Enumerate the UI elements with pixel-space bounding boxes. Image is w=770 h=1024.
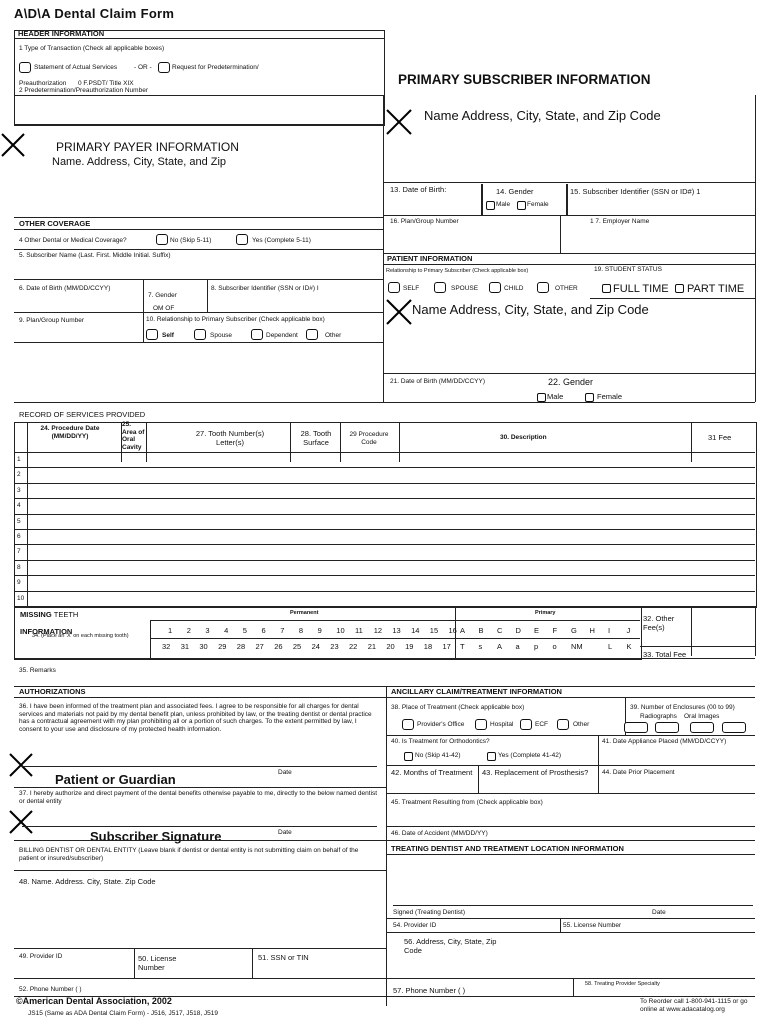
- ancillary-label: ANCILLARY CLAIM/TREATMENT INFORMATION: [391, 687, 562, 696]
- patient-section-label: PATIENT INFORMATION: [387, 254, 473, 263]
- patient-other-checkbox[interactable]: [537, 282, 549, 293]
- permanent-top-tooth[interactable]: 3: [205, 626, 210, 635]
- missing-teeth-title: [20, 610, 78, 619]
- q33-total-fee-label: 33. Total Fee: [643, 650, 687, 659]
- full-time-checkbox[interactable]: [602, 284, 611, 293]
- oral-images-box-1[interactable]: [655, 722, 679, 733]
- primary-payer-x-mark: [0, 132, 26, 158]
- permanent-bottom-tooth[interactable]: 17: [442, 642, 451, 651]
- q14-gender-label: 14. Gender: [496, 187, 534, 196]
- permanent-bottom-tooth[interactable]: 26: [274, 642, 283, 651]
- missing-teeth-instructions: 34. (Place an 'X' on each missing tooth): [32, 633, 129, 639]
- q42-months-label: 42. Months of Treatment: [391, 768, 473, 777]
- permanent-bottom-tooth[interactable]: 19: [405, 642, 414, 651]
- other-coverage-yes-checkbox[interactable]: [236, 234, 248, 245]
- q5-subscriber-name-label: 5. Subscriber Name (Last. First. Middle Initial. Suffix): [19, 252, 171, 259]
- teeth-bottom-row: [160, 642, 650, 652]
- q53-signed-label: Signed (Treating Dentist): [393, 909, 466, 916]
- rel-spouse-checkbox[interactable]: [194, 329, 206, 340]
- or-label: - OR -: [134, 64, 152, 71]
- patient-self-checkbox[interactable]: [388, 282, 400, 293]
- primary-subscriber-address: Name Address, City, State, and Zip Code: [424, 108, 661, 123]
- primary-top-tooth[interactable]: F: [552, 626, 558, 635]
- rel-spouse-label: Spouse: [210, 332, 233, 339]
- enclosures-other-box[interactable]: [722, 722, 746, 733]
- primary-bottom-tooth[interactable]: o: [552, 642, 557, 651]
- service-row-number: 8: [17, 563, 21, 571]
- patient-male-checkbox[interactable]: [537, 393, 546, 402]
- subscriber-signature-label: Subscriber Signature: [90, 829, 222, 844]
- reorder-label: To Reorder call 1-800-941-1115 or go online at www.adacatalog.org: [640, 998, 748, 1013]
- q55-license-label: 55. License Number: [563, 922, 622, 929]
- permanent-top-tooth[interactable]: 12: [373, 626, 383, 635]
- service-row-line: [14, 514, 755, 515]
- epsdt-label: 0 F.PSDT/ Title XIX: [78, 80, 134, 87]
- q37-authorization-text: 37. I hereby authorize and direct payment of the dental benefits otherwise payable to me, directly to the below named dentist or dental entity: [19, 790, 378, 805]
- q38-place-treatment-label: 38. Place of Treatment (Check applicable box): [391, 704, 525, 711]
- permanent-bottom-tooth[interactable]: 28: [236, 642, 246, 651]
- primary-top-tooth[interactable]: J: [626, 626, 631, 635]
- rel-self-checkbox[interactable]: [146, 329, 158, 340]
- providers-office-checkbox[interactable]: [402, 719, 414, 730]
- permanent-label: Permanent: [290, 610, 319, 616]
- q13-dob-label: 13. Date of Birth:: [390, 185, 447, 194]
- patient-spouse-label: SPOUSE: [451, 285, 479, 292]
- permanent-top-tooth[interactable]: 11: [355, 626, 363, 635]
- primary-bottom-tooth[interactable]: s: [478, 642, 483, 651]
- service-row-number: 7: [17, 548, 21, 556]
- q52-phone-label: 52. Phone Number ( ): [19, 986, 82, 993]
- permanent-top-tooth[interactable]: 10: [336, 626, 345, 635]
- other-coverage-yes-label: Yes (Complete 5-11): [252, 237, 311, 244]
- rel-dependent-checkbox[interactable]: [251, 329, 263, 340]
- patient-signature-date-label: Date: [278, 769, 292, 776]
- q9-plan-group-label: 9. Plan/Group Number: [19, 317, 85, 324]
- col27-header: 27. Tooth Number(s) Letter(s): [195, 429, 265, 447]
- predetermination-checkbox[interactable]: [158, 62, 170, 73]
- q32-other-fees-label: 32. Other Fee(s): [643, 614, 675, 632]
- q19-student-status-label: 19. STUDENT STATUS: [594, 266, 662, 273]
- radiographs-label: Radiographs: [640, 713, 677, 720]
- q45-treatment-resulting-label: 45. Treatment Resulting from (Check applicable box): [391, 799, 543, 806]
- q36-authorization-text: 36. I have been informed of the treatment plan and associated fees. I agree to be responsible for all charges for dental services and materials not paid by my dental benefit plan, unless prohibited by law, or the treating dentist or dental practice has a contractual agreement with my plan prohibiting all or a portion of such charges. To the extent permitted by law, I consent to your use and disclosure of my protected health information.: [19, 703, 372, 733]
- other-coverage-label: OTHER COVERAGE: [19, 219, 91, 228]
- permanent-top-tooth[interactable]: 5: [242, 626, 247, 635]
- permanent-bottom-tooth[interactable]: 24: [311, 642, 320, 651]
- primary-payer-title: PRIMARY PAYER INFORMATION: [56, 140, 239, 154]
- primary-bottom-tooth[interactable]: A: [497, 642, 503, 651]
- subscriber-male-label: Male: [496, 201, 511, 208]
- patient-other-label: OTHER: [555, 285, 578, 292]
- copyright-label: ©American Dental Association, 2002: [16, 996, 172, 1006]
- q58-specialty-label: 58. Treating Provider Specialty: [585, 981, 660, 987]
- form-id-label: JS15 (Same as ADA Dental Claim Form) - J516, J517, J518, J519: [28, 1010, 219, 1017]
- patient-child-label: CHILD: [504, 285, 524, 292]
- q54-provider-id-label: 54. Provider ID: [393, 922, 437, 929]
- permanent-bottom-tooth[interactable]: 27: [255, 642, 264, 651]
- service-row-number: 2: [17, 471, 21, 479]
- col28-header: 28. Tooth Surface: [300, 429, 332, 447]
- q7-gender-options: OM OF: [153, 305, 175, 312]
- service-row-number: 5: [17, 517, 21, 525]
- col30-header: 30. Description: [500, 434, 547, 441]
- primary-top-tooth[interactable]: B: [478, 626, 484, 635]
- q15-subscriber-id-label: 15. Subscriber Identifier (SSN or ID#) 1: [570, 187, 701, 196]
- permanent-bottom-tooth[interactable]: 29: [218, 642, 227, 651]
- other-coverage-no-label: No (Skip 5-11): [170, 237, 212, 244]
- subscriber-male-checkbox[interactable]: [486, 201, 495, 210]
- rel-other-label: Other: [325, 332, 342, 339]
- hospital-checkbox[interactable]: [475, 719, 487, 730]
- service-row-number: 1: [17, 456, 21, 463]
- primary-top-tooth[interactable]: I: [608, 626, 611, 635]
- permanent-bottom-tooth[interactable]: 21: [367, 642, 377, 651]
- q57-phone-label: 57. Phone Number ( ): [393, 986, 466, 995]
- primary-top-tooth[interactable]: G: [571, 626, 577, 635]
- rel-other-checkbox[interactable]: [306, 329, 318, 340]
- primary-bottom-tooth[interactable]: NM: [571, 642, 583, 651]
- services-section-label: RECORD OF SERVICES PROVIDED: [19, 410, 146, 419]
- q49-provider-id-label: 49. Provider ID: [19, 953, 63, 960]
- q41-appliance-date-label: 41. Date Appliance Placed (MM/DD/CCYY): [602, 738, 727, 745]
- patient-female-label: Female: [597, 392, 623, 401]
- permanent-bottom-tooth[interactable]: 30: [199, 642, 208, 651]
- service-row-line: [14, 560, 755, 561]
- primary-top-tooth[interactable]: H: [589, 626, 595, 635]
- ortho-no-checkbox[interactable]: [404, 752, 413, 761]
- ortho-yes-checkbox[interactable]: [487, 752, 496, 761]
- service-row-line: [14, 544, 755, 545]
- preauthorization-label: Preauthorization: [19, 80, 67, 87]
- permanent-bottom-tooth[interactable]: 20: [386, 642, 395, 651]
- primary-top-tooth[interactable]: D: [515, 626, 521, 635]
- patient-guardian-label: Patient or Guardian: [55, 772, 176, 787]
- permanent-top-tooth[interactable]: 6: [261, 626, 266, 635]
- patient-x-mark: [385, 298, 413, 326]
- other-coverage-no-checkbox[interactable]: [156, 234, 168, 245]
- permanent-top-tooth[interactable]: 4: [224, 626, 229, 635]
- service-row-number: 6: [17, 533, 21, 540]
- q53-date-label: Date: [652, 909, 666, 916]
- permanent-top-tooth[interactable]: 2: [186, 626, 191, 635]
- permanent-top-tooth[interactable]: 13: [392, 626, 401, 635]
- service-row-line: [14, 467, 755, 468]
- oral-images-box-2[interactable]: [690, 722, 714, 733]
- q39-enclosures-label: 39. Number of Enclosures (00 to 99): [630, 704, 735, 711]
- q7-gender-label: 7. Gender: [148, 292, 177, 299]
- q43-replacement-label: 43. Replacement of Prosthesis?: [482, 768, 589, 777]
- service-row-line: [14, 498, 755, 499]
- place-other-label: Other: [573, 721, 590, 728]
- col24-header: 24. Procedure Date (MM/DD/YY): [40, 425, 100, 440]
- q44-prior-placement-label: 44. Date Prior Placement: [602, 769, 675, 776]
- primary-top-tooth[interactable]: E: [534, 626, 540, 635]
- service-row-number: 4: [17, 502, 21, 510]
- service-row-line: [14, 529, 755, 530]
- patient-female-checkbox[interactable]: [585, 393, 594, 402]
- form-title: A\D\A Dental Claim Form: [14, 6, 175, 21]
- patient-self-label: SELF: [403, 285, 420, 292]
- full-time-label: FULL TIME: [613, 283, 669, 295]
- q40-ortho-label: 40. Is Treatment for Orthodontics?: [391, 738, 490, 745]
- q56-address-label: 56. Address, City, State, Zip Code: [404, 937, 497, 955]
- patient-spouse-checkbox[interactable]: [434, 282, 446, 293]
- part-time-checkbox[interactable]: [675, 284, 684, 293]
- primary-label: Primary: [535, 610, 556, 616]
- primary-bottom-tooth[interactable]: p: [534, 642, 539, 651]
- ecf-checkbox[interactable]: [520, 719, 532, 730]
- permanent-bottom-tooth[interactable]: 32: [162, 642, 171, 651]
- authorizations-label: AUTHORIZATIONS: [19, 687, 86, 696]
- primary-payer-address: Name. Address, City, State, and Zip: [52, 156, 227, 168]
- missing-teeth-title-3: INFORMATION: [20, 627, 73, 636]
- rel-dependent-label: Dependent: [266, 332, 298, 339]
- predetermination-number-label: 2 Predetermination/Preauthorization Number: [19, 87, 148, 94]
- subscriber-female-checkbox[interactable]: [517, 201, 526, 210]
- q46-accident-date-label: 46. Date of Accident (MM/DD/YY): [391, 830, 488, 837]
- subscriber-signature-x-mark: [8, 809, 34, 835]
- statement-actual-label: Statement of Actual Services: [34, 64, 118, 71]
- permanent-bottom-tooth[interactable]: 23: [330, 642, 339, 651]
- permanent-top-tooth[interactable]: 8: [298, 626, 304, 635]
- service-row-line: [14, 575, 755, 576]
- primary-top-tooth[interactable]: C: [497, 626, 503, 635]
- q6-dob-label: 6. Date of Birth (MM/DD/CCYY): [19, 285, 111, 292]
- patient-male-label: Male: [547, 392, 564, 401]
- col31-header: 31 Fee: [708, 433, 732, 442]
- col25-header: 25. Area of Oral Cavity: [122, 421, 145, 451]
- radiographs-box[interactable]: [624, 722, 648, 733]
- service-row-line: [14, 483, 755, 484]
- rel-self-label: Self: [162, 332, 174, 339]
- missing-teeth-title-2: TEETH: [53, 610, 79, 619]
- q4-other-coverage-label: 4 Other Dental or Medical Coverage?: [19, 237, 127, 244]
- providers-office-label: Provider's Office: [417, 721, 465, 728]
- primary-bottom-tooth[interactable]: a: [515, 642, 520, 651]
- permanent-top-tooth[interactable]: 7: [280, 626, 285, 635]
- patient-child-checkbox[interactable]: [489, 282, 501, 293]
- permanent-top-tooth[interactable]: 15: [429, 626, 439, 635]
- q50-license-label: 50. License Number: [138, 954, 177, 972]
- q51-ssn-tin-label: 51. SSN or TIN: [258, 953, 309, 962]
- q35-remarks-label: 35. Remarks: [19, 667, 56, 674]
- service-row-line: [14, 591, 755, 592]
- subscriber-signature-date-label: Date: [278, 829, 292, 836]
- type-of-transaction-label: 1 Type of Transaction (Check all applicable boxes): [19, 45, 165, 52]
- part-time-label: PART TIME: [687, 283, 745, 295]
- patient-address: Name Address, City, State, and Zip Code: [412, 302, 649, 317]
- header-section-label: HEADER INFORMATION: [18, 29, 105, 38]
- permanent-bottom-tooth[interactable]: 22: [349, 642, 358, 651]
- primary-top-tooth[interactable]: A: [460, 626, 466, 635]
- statement-actual-checkbox[interactable]: [19, 62, 31, 73]
- primary-bottom-tooth[interactable]: L: [608, 642, 613, 651]
- hospital-label: Hospital: [490, 721, 514, 728]
- request-predetermination-label: Request for Predetermination/: [172, 64, 259, 71]
- treating-section-label: TREATING DENTIST AND TREATMENT LOCATION INFORMATION: [391, 844, 624, 853]
- place-other-checkbox[interactable]: [557, 719, 569, 730]
- primary-bottom-tooth[interactable]: K: [626, 642, 632, 651]
- ortho-yes-label: Yes (Complete 41-42): [498, 752, 561, 759]
- q10-relationship-label: 10. Relationship to Primary Subscriber (Check applicable box): [146, 316, 325, 323]
- ecf-label: ECF: [535, 721, 548, 728]
- subscriber-female-label: Female: [527, 201, 549, 208]
- ortho-no-label: No (Skip 41-42): [415, 752, 461, 759]
- col29-header: 29 Procedure Code: [349, 431, 389, 446]
- permanent-top-tooth[interactable]: 1: [168, 626, 173, 635]
- q8-subscriber-id-label: 8. Subscriber Identifier (SSN or ID#) I: [211, 285, 319, 292]
- q16-plan-group-label: 16. Plan/Group Number: [390, 218, 459, 225]
- teeth-top-row: [160, 626, 650, 636]
- primary-subscriber-x-mark: [385, 108, 413, 136]
- permanent-top-tooth[interactable]: 14: [411, 626, 420, 635]
- patient-signature-x-mark: [8, 752, 34, 778]
- missing-teeth-title-1: MISSING: [20, 610, 52, 619]
- q22-patient-gender-label: 22. Gender: [548, 377, 594, 387]
- service-row-number: 9: [17, 579, 21, 587]
- oral-images-label: Oral Images: [684, 713, 720, 720]
- q17-employer-label: 1 7. Employer Name: [590, 218, 650, 225]
- service-row-number: 3: [17, 486, 21, 494]
- q21-patient-dob-label: 21. Date of Birth (MM/DD/CCYY): [390, 378, 485, 385]
- permanent-top-tooth[interactable]: 9: [317, 626, 322, 635]
- service-row-number: 10: [17, 594, 25, 602]
- permanent-bottom-tooth[interactable]: 31: [180, 642, 190, 651]
- primary-subscriber-title: PRIMARY SUBSCRIBER INFORMATION: [398, 72, 651, 87]
- permanent-bottom-tooth[interactable]: 25: [292, 642, 302, 651]
- q18-relationship-label: Relationship to Primary Subscriber (Check applicable box): [386, 268, 529, 274]
- permanent-bottom-tooth[interactable]: 18: [423, 642, 433, 651]
- q48-billing-label: BILLING DENTIST OR DENTAL ENTITY (Leave blank if dentist or dental entity is not submitting claim on behalf of the patient or insured/subscriber): [19, 847, 359, 862]
- permanent-top-tooth[interactable]: 16: [448, 626, 457, 635]
- primary-bottom-tooth[interactable]: T: [460, 642, 465, 651]
- q48-name-address-label: 48. Name. Address. City, State. Zip Code: [19, 877, 156, 886]
